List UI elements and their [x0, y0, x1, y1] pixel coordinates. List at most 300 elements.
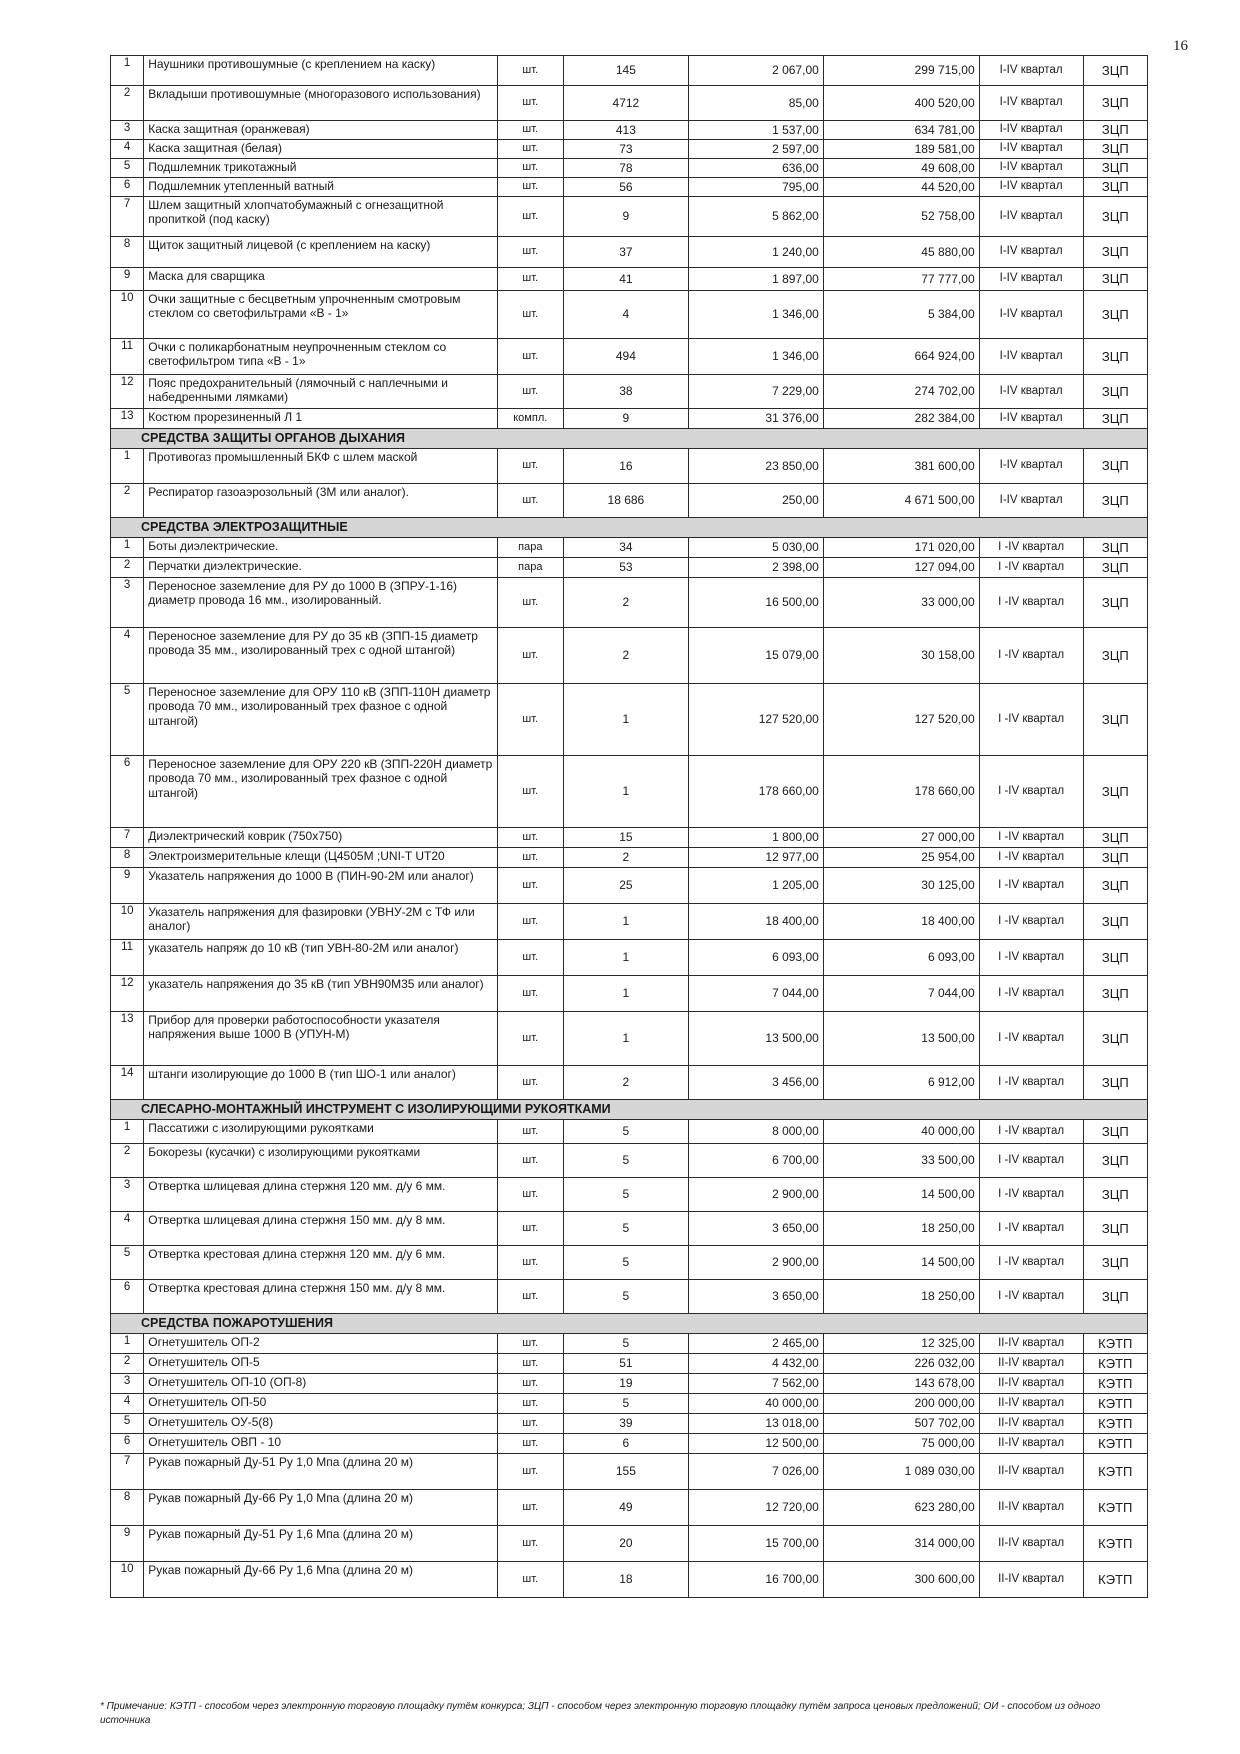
row-number: 9	[111, 1526, 144, 1562]
row-number: 1	[111, 538, 144, 558]
delivery-term: I -IV квартал	[979, 976, 1083, 1012]
item-name: Огнетушитель ОП-50	[144, 1394, 497, 1414]
table-row	[111, 868, 1148, 904]
unit: шт.	[497, 140, 564, 159]
quantity: 16	[564, 449, 689, 484]
unit: шт.	[497, 1212, 564, 1246]
item-name: Каска защитная (оранжевая)	[144, 121, 497, 140]
unit: шт.	[497, 1562, 564, 1598]
unit: шт.	[497, 1414, 564, 1434]
row-number: 1	[111, 56, 144, 86]
quantity: 53	[564, 558, 689, 578]
footnote: * Примечание: КЭТП - способом через электронную торговую площадку путём конкурса; ЗЦП - способом через электронную торговую площадку путём запроса ценовых предложений; ОИ - способом из одного источника	[100, 1701, 1101, 1726]
table-row	[111, 684, 1148, 756]
row-number: 1	[111, 449, 144, 484]
table-row	[111, 339, 1148, 375]
unit-price: 3 650,00	[688, 1212, 823, 1246]
item-name: Очки защитные с бесцветным упрочненным смотровым стеклом со светофильтрами «В - 1»	[144, 291, 497, 339]
delivery-term: I-IV квартал	[979, 197, 1083, 237]
quantity: 1	[564, 756, 689, 828]
unit-price: 13 018,00	[688, 1414, 823, 1434]
item-name: Щиток защитный лицевой (с креплением на каску)	[144, 237, 497, 268]
section-title: СЛЕСАРНО-МОНТАЖНЫЙ ИНСТРУМЕНТ С ИЗОЛИРУЮЩИМИ РУКОЯТКАМИ	[111, 1100, 1148, 1120]
delivery-term: I -IV квартал	[979, 1120, 1083, 1144]
delivery-term: I -IV квартал	[979, 828, 1083, 848]
row-number: 8	[111, 848, 144, 868]
item-name: Бокорезы (кусачки) с изолирующими рукоятками	[144, 1144, 497, 1178]
procurement-method: ЗЦП	[1083, 904, 1147, 940]
unit-price: 18 400,00	[688, 904, 823, 940]
quantity: 38	[564, 375, 689, 409]
delivery-term: I-IV квартал	[979, 140, 1083, 159]
total-sum: 127 094,00	[823, 558, 979, 578]
table-row	[111, 1454, 1148, 1490]
quantity: 5	[564, 1212, 689, 1246]
delivery-term: II-IV квартал	[979, 1454, 1083, 1490]
delivery-term: II-IV квартал	[979, 1414, 1083, 1434]
unit-price: 8 000,00	[688, 1120, 823, 1144]
quantity: 15	[564, 828, 689, 848]
unit: шт.	[497, 1334, 564, 1354]
item-name: Рукав пожарный Ду-66 Ру 1,0 Мпа (длина 20 м)	[144, 1490, 497, 1526]
unit: шт.	[497, 1454, 564, 1490]
unit-price: 2 398,00	[688, 558, 823, 578]
item-name: Электроизмерительные клещи (Ц4505М ;UNI-T UT20	[144, 848, 497, 868]
row-number: 6	[111, 1280, 144, 1314]
quantity: 1	[564, 1012, 689, 1066]
unit-price: 12 500,00	[688, 1434, 823, 1454]
unit: шт.	[497, 1394, 564, 1414]
section-header	[111, 429, 1148, 449]
unit: компл.	[497, 409, 564, 429]
quantity: 56	[564, 178, 689, 197]
row-number: 12	[111, 976, 144, 1012]
delivery-term: II-IV квартал	[979, 1562, 1083, 1598]
table-row	[111, 375, 1148, 409]
item-name: Указатель напряжения для фазировки (УВНУ-2М с ТФ или аналог)	[144, 904, 497, 940]
total-sum: 14 500,00	[823, 1246, 979, 1280]
table-row	[111, 976, 1148, 1012]
unit: шт.	[497, 976, 564, 1012]
quantity: 37	[564, 237, 689, 268]
unit: шт.	[497, 56, 564, 86]
delivery-term: I -IV квартал	[979, 578, 1083, 628]
procurement-method: ЗЦП	[1083, 976, 1147, 1012]
delivery-term: I-IV квартал	[979, 268, 1083, 291]
procurement-method: ЗЦП	[1083, 178, 1147, 197]
delivery-term: I -IV квартал	[979, 756, 1083, 828]
total-sum: 178 660,00	[823, 756, 979, 828]
delivery-term: I -IV квартал	[979, 868, 1083, 904]
procurement-method: ЗЦП	[1083, 339, 1147, 375]
total-sum: 127 520,00	[823, 684, 979, 756]
unit: шт.	[497, 237, 564, 268]
procurement-method: ЗЦП	[1083, 940, 1147, 976]
unit-price: 3 456,00	[688, 1066, 823, 1100]
unit: шт.	[497, 904, 564, 940]
total-sum: 45 880,00	[823, 237, 979, 268]
item-name: Переносное заземление для РУ до 35 кВ (ЗПП-15 диаметр провода 35 мм., изолированный трех с одной штангой)	[144, 628, 497, 684]
item-name: Огнетушитель ОП-10 (ОП-8)	[144, 1374, 497, 1394]
total-sum: 274 702,00	[823, 375, 979, 409]
total-sum: 75 000,00	[823, 1434, 979, 1454]
delivery-term: I-IV квартал	[979, 159, 1083, 178]
quantity: 4712	[564, 86, 689, 121]
total-sum: 18 250,00	[823, 1212, 979, 1246]
row-number: 5	[111, 1414, 144, 1434]
item-name: Вкладыши противошумные (многоразового использования)	[144, 86, 497, 121]
unit-price: 250,00	[688, 484, 823, 518]
unit-price: 2 067,00	[688, 56, 823, 86]
table-row	[111, 940, 1148, 976]
procurement-method: КЭТП	[1083, 1434, 1147, 1454]
total-sum: 44 520,00	[823, 178, 979, 197]
procurement-method: КЭТП	[1083, 1526, 1147, 1562]
row-number: 6	[111, 756, 144, 828]
procurement-method: ЗЦП	[1083, 628, 1147, 684]
unit: шт.	[497, 1354, 564, 1374]
table-body	[111, 56, 1148, 1598]
total-sum: 18 250,00	[823, 1280, 979, 1314]
delivery-term: II-IV квартал	[979, 1374, 1083, 1394]
row-number: 7	[111, 197, 144, 237]
unit-price: 2 900,00	[688, 1246, 823, 1280]
table-row	[111, 1066, 1148, 1100]
row-number: 5	[111, 684, 144, 756]
unit-price: 16 700,00	[688, 1562, 823, 1598]
unit-price: 40 000,00	[688, 1394, 823, 1414]
row-number: 4	[111, 1394, 144, 1414]
unit: шт.	[497, 86, 564, 121]
unit: шт.	[497, 1434, 564, 1454]
delivery-term: I-IV квартал	[979, 409, 1083, 429]
table-row	[111, 1414, 1148, 1434]
table-row	[111, 1394, 1148, 1414]
total-sum: 6 912,00	[823, 1066, 979, 1100]
unit-price: 127 520,00	[688, 684, 823, 756]
row-number: 2	[111, 1144, 144, 1178]
total-sum: 30 158,00	[823, 628, 979, 684]
row-number: 8	[111, 237, 144, 268]
unit-price: 7 044,00	[688, 976, 823, 1012]
delivery-term: I -IV квартал	[979, 558, 1083, 578]
table-row	[111, 291, 1148, 339]
row-number: 13	[111, 1012, 144, 1066]
total-sum: 664 924,00	[823, 339, 979, 375]
procurement-method: ЗЦП	[1083, 375, 1147, 409]
unit: шт.	[497, 1120, 564, 1144]
unit: шт.	[497, 291, 564, 339]
item-name: Рукав пожарный Ду-66 Ру 1,6 Мпа (длина 20 м)	[144, 1562, 497, 1598]
unit-price: 6 093,00	[688, 940, 823, 976]
item-name: Переносное заземление для ОРУ 220 кВ (ЗПП-220Н диаметр провода 70 мм., изолированный трех фазное с одной штангой)	[144, 756, 497, 828]
procurement-method: ЗЦП	[1083, 1012, 1147, 1066]
unit: шт.	[497, 1246, 564, 1280]
unit-price: 2 900,00	[688, 1178, 823, 1212]
item-name: Отвертка крестовая длина стержня 120 мм. д/у 6 мм.	[144, 1246, 497, 1280]
table-row	[111, 1334, 1148, 1354]
item-name: указатель напряж до 10 кВ (тип УВН-80-2М или аналог)	[144, 940, 497, 976]
row-number: 8	[111, 1490, 144, 1526]
row-number: 12	[111, 375, 144, 409]
quantity: 19	[564, 1374, 689, 1394]
total-sum: 189 581,00	[823, 140, 979, 159]
unit-price: 1 240,00	[688, 237, 823, 268]
item-name: Наушники противошумные (с креплением на каску)	[144, 56, 497, 86]
total-sum: 18 400,00	[823, 904, 979, 940]
unit-price: 1 205,00	[688, 868, 823, 904]
procurement-method: КЭТП	[1083, 1374, 1147, 1394]
row-number: 3	[111, 578, 144, 628]
unit: пара	[497, 558, 564, 578]
table-row	[111, 1490, 1148, 1526]
table-row	[111, 828, 1148, 848]
unit-price: 1 897,00	[688, 268, 823, 291]
table-row	[111, 268, 1148, 291]
quantity: 1	[564, 940, 689, 976]
total-sum: 6 093,00	[823, 940, 979, 976]
item-name: Маска для сварщика	[144, 268, 497, 291]
procurement-method: КЭТП	[1083, 1414, 1147, 1434]
table-row	[111, 449, 1148, 484]
unit: шт.	[497, 940, 564, 976]
total-sum: 33 500,00	[823, 1144, 979, 1178]
unit: шт.	[497, 1526, 564, 1562]
unit-price: 178 660,00	[688, 756, 823, 828]
total-sum: 282 384,00	[823, 409, 979, 429]
unit: шт.	[497, 178, 564, 197]
unit: шт.	[497, 1490, 564, 1526]
total-sum: 77 777,00	[823, 268, 979, 291]
quantity: 78	[564, 159, 689, 178]
item-name: Огнетушитель ОП-2	[144, 1334, 497, 1354]
total-sum: 13 500,00	[823, 1012, 979, 1066]
procurement-method: ЗЦП	[1083, 484, 1147, 518]
unit: шт.	[497, 828, 564, 848]
procurement-method: КЭТП	[1083, 1454, 1147, 1490]
delivery-term: II-IV квартал	[979, 1394, 1083, 1414]
quantity: 5	[564, 1144, 689, 1178]
table-row	[111, 1144, 1148, 1178]
delivery-term: II-IV квартал	[979, 1354, 1083, 1374]
quantity: 145	[564, 56, 689, 86]
quantity: 1	[564, 904, 689, 940]
delivery-term: I -IV квартал	[979, 904, 1083, 940]
unit-price: 6 700,00	[688, 1144, 823, 1178]
unit: шт.	[497, 848, 564, 868]
procurement-method: ЗЦП	[1083, 1120, 1147, 1144]
procurement-method: ЗЦП	[1083, 558, 1147, 578]
table-row	[111, 578, 1148, 628]
total-sum: 314 000,00	[823, 1526, 979, 1562]
item-name: Огнетушитель ОУ-5(8)	[144, 1414, 497, 1434]
table-row	[111, 159, 1148, 178]
table-row	[111, 1012, 1148, 1066]
total-sum: 226 032,00	[823, 1354, 979, 1374]
quantity: 5	[564, 1120, 689, 1144]
total-sum: 12 325,00	[823, 1334, 979, 1354]
delivery-term: II-IV квартал	[979, 1334, 1083, 1354]
procurement-method: ЗЦП	[1083, 159, 1147, 178]
unit: шт.	[497, 268, 564, 291]
delivery-term: I -IV квартал	[979, 684, 1083, 756]
unit-price: 23 850,00	[688, 449, 823, 484]
total-sum: 5 384,00	[823, 291, 979, 339]
unit-price: 1 800,00	[688, 828, 823, 848]
delivery-term: II-IV квартал	[979, 1434, 1083, 1454]
row-number: 3	[111, 1178, 144, 1212]
delivery-term: I -IV квартал	[979, 1178, 1083, 1212]
table-row	[111, 1374, 1148, 1394]
unit: шт.	[497, 1280, 564, 1314]
quantity: 20	[564, 1526, 689, 1562]
unit-price: 795,00	[688, 178, 823, 197]
table-row	[111, 56, 1148, 86]
procurement-method: ЗЦП	[1083, 1144, 1147, 1178]
row-number: 1	[111, 1334, 144, 1354]
table-row	[111, 1526, 1148, 1562]
quantity: 5	[564, 1334, 689, 1354]
total-sum: 299 715,00	[823, 56, 979, 86]
unit-price: 1 346,00	[688, 339, 823, 375]
item-name: Рукав пожарный Ду-51 Ру 1,6 Мпа (длина 20 м)	[144, 1526, 497, 1562]
delivery-term: I -IV квартал	[979, 538, 1083, 558]
quantity: 49	[564, 1490, 689, 1526]
delivery-term: I-IV квартал	[979, 291, 1083, 339]
delivery-term: I-IV квартал	[979, 121, 1083, 140]
procurement-method: ЗЦП	[1083, 268, 1147, 291]
table-row	[111, 558, 1148, 578]
total-sum: 52 758,00	[823, 197, 979, 237]
item-name: Пассатижи с изолирующими рукоятками	[144, 1120, 497, 1144]
row-number: 7	[111, 1454, 144, 1490]
table-row	[111, 1178, 1148, 1212]
delivery-term: I -IV квартал	[979, 1280, 1083, 1314]
unit: пара	[497, 538, 564, 558]
table-row	[111, 140, 1148, 159]
unit-price: 4 432,00	[688, 1354, 823, 1374]
row-number: 2	[111, 1354, 144, 1374]
total-sum: 7 044,00	[823, 976, 979, 1012]
row-number: 1	[111, 1120, 144, 1144]
unit: шт.	[497, 1012, 564, 1066]
section-title: СРЕДСТВА ЗАЩИТЫ ОРГАНОВ ДЫХАНИЯ	[111, 429, 1148, 449]
unit-price: 2 465,00	[688, 1334, 823, 1354]
row-number: 2	[111, 558, 144, 578]
procurement-table	[110, 55, 1148, 1598]
unit-price: 3 650,00	[688, 1280, 823, 1314]
table-row	[111, 904, 1148, 940]
unit: шт.	[497, 339, 564, 375]
delivery-term: I-IV квартал	[979, 484, 1083, 518]
row-number: 10	[111, 291, 144, 339]
row-number: 3	[111, 1374, 144, 1394]
section-header	[111, 518, 1148, 538]
row-number: 5	[111, 1246, 144, 1280]
procurement-method: КЭТП	[1083, 1490, 1147, 1526]
unit-price: 5 862,00	[688, 197, 823, 237]
unit-price: 16 500,00	[688, 578, 823, 628]
unit: шт.	[497, 628, 564, 684]
unit-price: 7 026,00	[688, 1454, 823, 1490]
delivery-term: I -IV квартал	[979, 1246, 1083, 1280]
unit: шт.	[497, 1066, 564, 1100]
table-row	[111, 1120, 1148, 1144]
row-number: 13	[111, 409, 144, 429]
delivery-term: I-IV квартал	[979, 375, 1083, 409]
unit-price: 85,00	[688, 86, 823, 121]
item-name: Отвертка крестовая длина стержня 150 мм. д/у 8 мм.	[144, 1280, 497, 1314]
table-row	[111, 628, 1148, 684]
quantity: 6	[564, 1434, 689, 1454]
unit: шт.	[497, 578, 564, 628]
delivery-term: I-IV квартал	[979, 449, 1083, 484]
row-number: 11	[111, 339, 144, 375]
procurement-method: ЗЦП	[1083, 237, 1147, 268]
item-name: Огнетушитель ОП-5	[144, 1354, 497, 1374]
total-sum: 634 781,00	[823, 121, 979, 140]
procurement-method: ЗЦП	[1083, 1246, 1147, 1280]
item-name: Каска защитная (белая)	[144, 140, 497, 159]
total-sum: 49 608,00	[823, 159, 979, 178]
item-name: Костюм прорезиненный Л 1	[144, 409, 497, 429]
unit: шт.	[497, 1374, 564, 1394]
quantity: 5	[564, 1246, 689, 1280]
procurement-method: КЭТП	[1083, 1334, 1147, 1354]
total-sum: 623 280,00	[823, 1490, 979, 1526]
quantity: 5	[564, 1394, 689, 1414]
delivery-term: II-IV квартал	[979, 1526, 1083, 1562]
table-row	[111, 1354, 1148, 1374]
unit-price: 13 500,00	[688, 1012, 823, 1066]
row-number: 4	[111, 140, 144, 159]
procurement-method: ЗЦП	[1083, 449, 1147, 484]
quantity: 34	[564, 538, 689, 558]
quantity: 51	[564, 1354, 689, 1374]
unit-price: 7 229,00	[688, 375, 823, 409]
row-number: 14	[111, 1066, 144, 1100]
delivery-term: I-IV квартал	[979, 178, 1083, 197]
total-sum: 507 702,00	[823, 1414, 979, 1434]
row-number: 11	[111, 940, 144, 976]
total-sum: 200 000,00	[823, 1394, 979, 1414]
item-name: указатель напряжения до 35 кВ (тип УВН90М35 или аналог)	[144, 976, 497, 1012]
table-row	[111, 86, 1148, 121]
table-row	[111, 1280, 1148, 1314]
item-name: Подшлемник трикотажный	[144, 159, 497, 178]
table-row	[111, 197, 1148, 237]
procurement-method: КЭТП	[1083, 1354, 1147, 1374]
section-title: СРЕДСТВА ЭЛЕКТРОЗАЩИТНЫЕ	[111, 518, 1148, 538]
table-row	[111, 1434, 1148, 1454]
procurement-method: ЗЦП	[1083, 756, 1147, 828]
delivery-term: I -IV квартал	[979, 940, 1083, 976]
item-name: Боты диэлектрические.	[144, 538, 497, 558]
unit: шт.	[497, 1178, 564, 1212]
section-header	[111, 1100, 1148, 1120]
delivery-term: II-IV квартал	[979, 1490, 1083, 1526]
quantity: 5	[564, 1280, 689, 1314]
item-name: Диэлектрический коврик (750х750)	[144, 828, 497, 848]
procurement-method: ЗЦП	[1083, 684, 1147, 756]
total-sum: 4 671 500,00	[823, 484, 979, 518]
delivery-term: I -IV квартал	[979, 1212, 1083, 1246]
unit-price: 1 346,00	[688, 291, 823, 339]
unit: шт.	[497, 484, 564, 518]
section-header	[111, 1314, 1148, 1334]
procurement-method: ЗЦП	[1083, 291, 1147, 339]
total-sum: 1 089 030,00	[823, 1454, 979, 1490]
